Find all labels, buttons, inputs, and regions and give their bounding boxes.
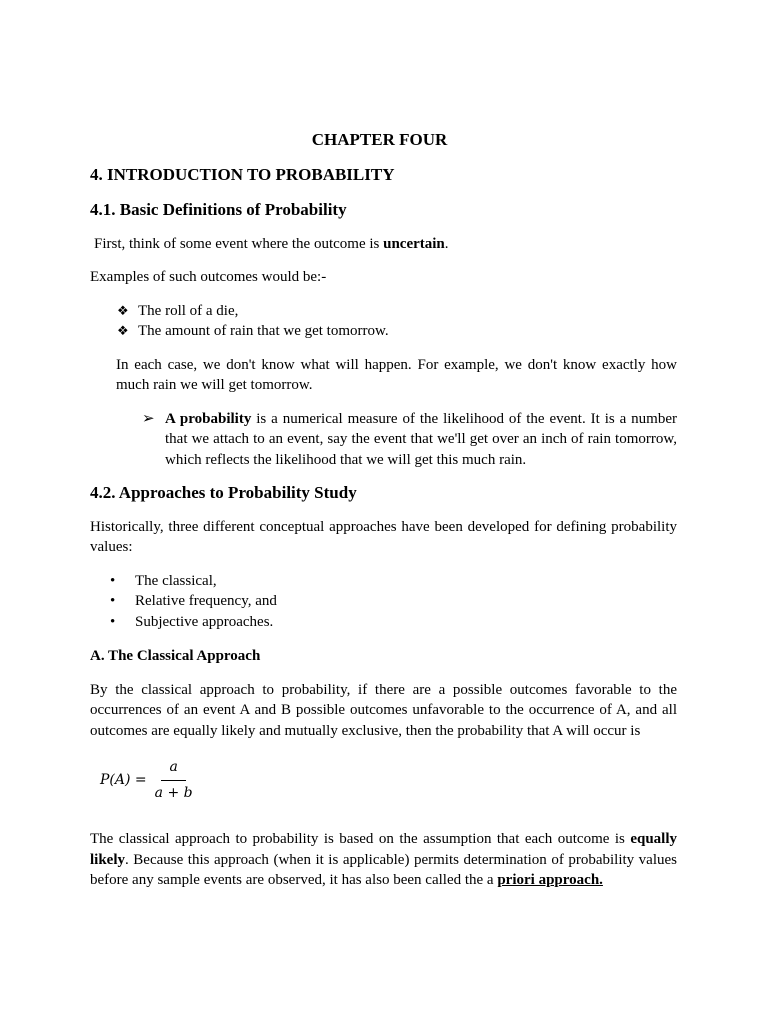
paragraph-text: First, think of some event where the outcome is bbox=[94, 235, 384, 252]
paragraph-text: . Because this approach (when it is applicable) permits determination of probability values before any sample events are observed, it has also been called the a bbox=[90, 851, 677, 888]
dot-bullet-icon: • bbox=[110, 613, 116, 630]
list-item-text: Subjective approaches. bbox=[135, 613, 274, 630]
list-item bbox=[90, 571, 677, 592]
probability-formula bbox=[100, 757, 677, 803]
paragraph-classical: By the classical approach to probability, if there are a possible outcomes favorable to the occurrences of an event A and B possible outcomes unfavorable to the occurrence of A, and all outcomes are equally likely and mutually exclusive, then the probability that A will occur is bbox=[90, 681, 677, 739]
diamond-bullet-icon: ❖ bbox=[117, 302, 129, 318]
heading-classical-approach: A. The Classical Approach bbox=[90, 648, 261, 664]
list-item bbox=[90, 301, 677, 322]
heading-4-1: 4.1. Basic Definitions of Probability bbox=[90, 200, 347, 219]
arrow-bullet-icon: ➢ bbox=[142, 410, 155, 427]
list-item bbox=[90, 321, 677, 342]
bold-term-probability: A probability bbox=[165, 410, 252, 427]
formula-lhs: P(A) = bbox=[100, 771, 147, 788]
bold-term-uncertain: uncertain bbox=[383, 235, 445, 252]
paragraph-each-case: In each case, we don't know what will happen. For example, we don't know exactly how much rain we will get tomorrow. bbox=[116, 356, 677, 393]
paragraph-historically: Historically, three different conceptual approaches have been developed for defining probability values: bbox=[90, 518, 677, 555]
list-item-text: The classical, bbox=[135, 572, 217, 589]
paragraph-examples: Examples of such outcomes would be:- bbox=[90, 269, 327, 285]
definition-text: is a numerical measure of the likelihood of the event. It is a number that we attach to an event, say the event that we'll get over an inch of rain tomorrow, which reflects the likelihood that we will get this much rain. bbox=[165, 410, 677, 468]
heading-4-2: 4.2. Approaches to Probability Study bbox=[90, 483, 357, 502]
paragraph-text: The classical approach to probability is based on the assumption that each outcome is bbox=[90, 831, 631, 847]
list-item-text: Relative frequency, and bbox=[135, 593, 277, 609]
approaches-list bbox=[90, 571, 677, 633]
bold-term-priori-approach: priori approach. bbox=[497, 872, 603, 888]
paragraph-equally-likely bbox=[90, 829, 677, 891]
chapter-title: CHAPTER FOUR bbox=[311, 130, 448, 149]
list-item-text: The roll of a die, bbox=[138, 302, 239, 319]
list-item bbox=[90, 612, 677, 633]
formula-denominator: a + b bbox=[154, 784, 193, 801]
formula-fraction bbox=[153, 757, 195, 803]
formula-numerator: a bbox=[161, 757, 185, 781]
definition-item bbox=[142, 409, 677, 471]
list-item bbox=[90, 591, 677, 612]
bold-term-equally-likely: equally likely bbox=[90, 831, 677, 868]
paragraph-uncertain bbox=[90, 234, 677, 255]
list-item-text: The amount of rain that we get tomorrow. bbox=[138, 323, 389, 339]
dot-bullet-icon: • bbox=[110, 572, 116, 589]
document-page bbox=[90, 130, 677, 904]
dot-bullet-icon: • bbox=[110, 593, 116, 609]
examples-list bbox=[90, 301, 677, 342]
paragraph-text: . bbox=[444, 235, 449, 252]
section-title: 4. INTRODUCTION TO PROBABILITY bbox=[90, 164, 395, 184]
diamond-bullet-icon: ❖ bbox=[117, 323, 129, 338]
